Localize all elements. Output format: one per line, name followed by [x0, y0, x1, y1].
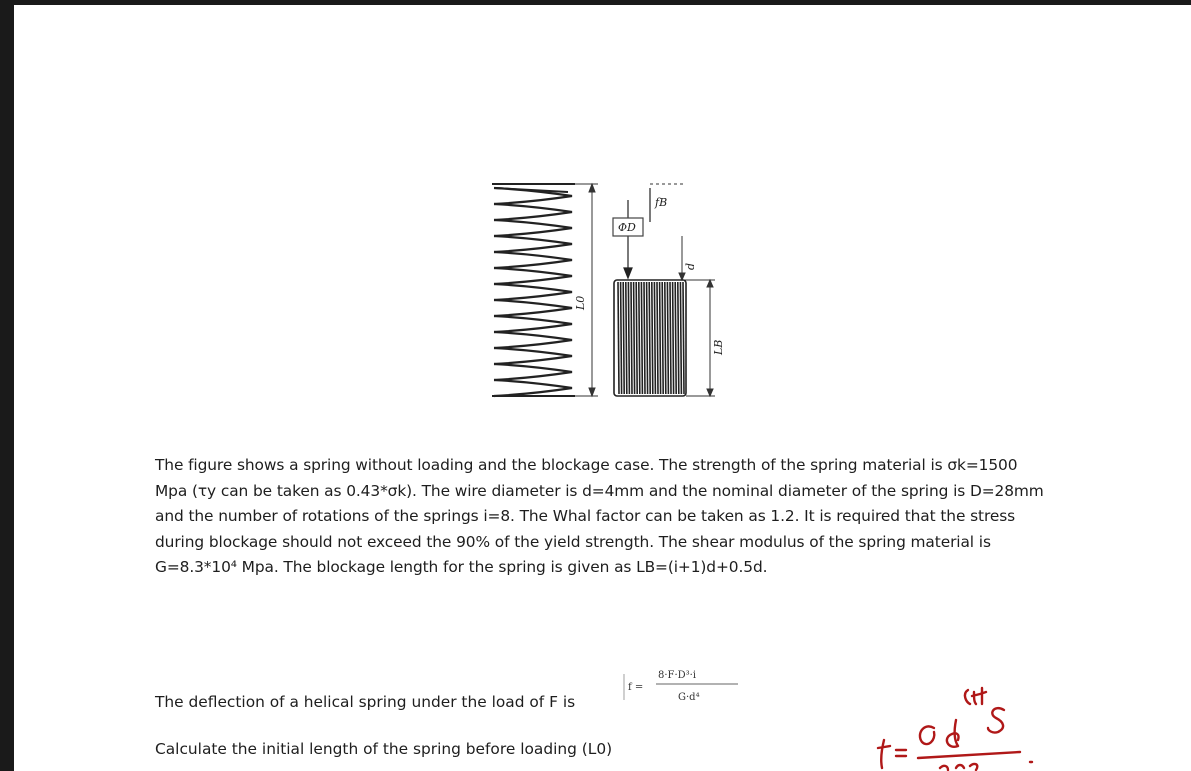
formula-lhs: f =	[628, 682, 644, 693]
deflection-statement: The deflection of a helical spring under the load of F is	[155, 693, 576, 711]
l0-dimension	[575, 184, 598, 396]
fb-label: fB	[655, 196, 668, 209]
lb-label: LB	[712, 339, 725, 355]
l0-label: L0	[574, 295, 587, 310]
spring-diagram	[470, 170, 740, 420]
d-label: d	[684, 262, 697, 270]
left-border	[0, 0, 14, 771]
diameter-label: ΦD	[618, 221, 636, 234]
handwritten-note	[870, 670, 1060, 771]
top-border	[0, 0, 1191, 5]
spring-figure	[470, 170, 740, 420]
deflection-formula	[622, 664, 742, 710]
lb-dimension	[686, 280, 715, 396]
formula-numerator: 8·F·D³·i	[658, 670, 697, 681]
problem-statement: The figure shows a spring without loading and the blockage case. The strength of the spring material is σk=1500 Mpa (τy can be taken as 0.43*σk). The wire diameter is d=4mm and the nominal diameter of the spring is D=28mm and the number of rotations of the springs i=8. The Whal factor can be taken as 1.2. It is required that the stress during blockage should not exceed the 90% of the yield strength. The shear modulus of the spring material is G=8.3*10⁴ Mpa. The blockage length for the spring is given as LB=(i+1)d+0.5d.	[155, 456, 1044, 577]
handwriting-drawing	[870, 670, 1060, 771]
question-text: Calculate the initial length of the spring before loading (L0)	[155, 740, 613, 758]
formula-denominator: G·d⁴	[678, 692, 700, 703]
